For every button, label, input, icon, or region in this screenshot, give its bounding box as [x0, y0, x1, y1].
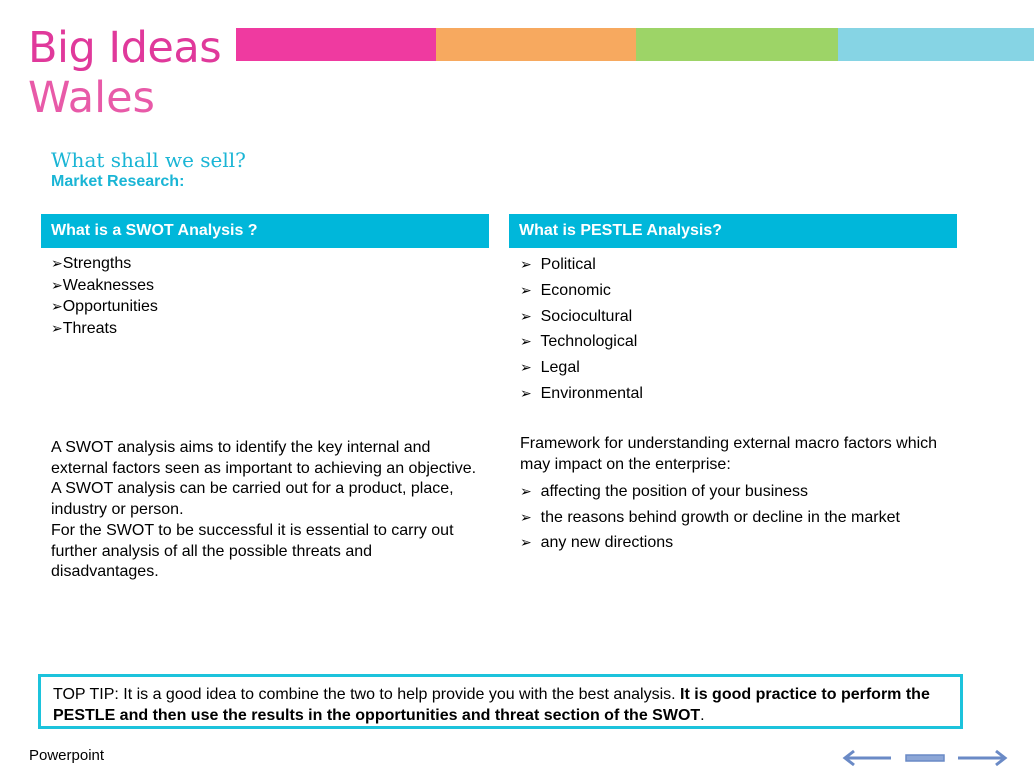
- pestle-intro: Framework for understanding external macro factors which may impact on the enterprise:: [520, 435, 938, 473]
- footer-label: Powerpoint: [29, 747, 105, 764]
- color-stripe-green: [636, 28, 838, 61]
- arrow-bullet-icon: ➢: [520, 307, 532, 324]
- top-tip-box: [38, 674, 963, 729]
- page-subtitle: Market Research:: [51, 173, 185, 190]
- pestle-bullets: [520, 479, 900, 556]
- list-item: ➢ the reasons behind growth or decline in the market: [520, 505, 900, 531]
- arrow-bullet-icon: ➢: [51, 319, 63, 336]
- list-item: ➢Threats: [51, 319, 117, 337]
- swot-header: What is a SWOT Analysis ?: [41, 214, 489, 248]
- pestle-header: What is PESTLE Analysis?: [509, 214, 957, 248]
- list-item: ➢ Legal: [520, 355, 643, 381]
- arrow-bullet-icon: ➢: [51, 255, 63, 271]
- swot-paragraph: For the SWOT to be successful it is essential to carry out further analysis of all the possible threats and disadvantages.: [51, 521, 454, 581]
- arrow-bullet-icon: ➢: [520, 256, 532, 272]
- arrow-bullet-icon: ➢: [520, 359, 532, 376]
- arrow-bullet-icon: ➢: [51, 276, 63, 293]
- list-item: ➢ Technological: [520, 329, 643, 355]
- list-item: ➢Strengths: [51, 255, 132, 272]
- arrow-right-icon[interactable]: [956, 748, 1010, 768]
- pestle-list: [520, 252, 643, 407]
- color-stripe-pink: [236, 28, 436, 61]
- tip-bold-text: It is good practice to perform the PESTLE and then use the results in the opportunities and threat section of the SWOT: [53, 686, 930, 724]
- color-stripe-blue: [838, 28, 1034, 61]
- swot-paragraph: A SWOT analysis aims to identify the key internal and external factors seen as important to achieving an objective.: [51, 439, 477, 477]
- list-item: ➢Weaknesses: [51, 276, 155, 294]
- list-item: ➢ Sociocultural: [520, 304, 643, 330]
- arrow-bullet-icon: ➢: [520, 483, 532, 499]
- arrow-bullet-icon: ➢: [51, 298, 63, 314]
- list-item: ➢ Economic: [520, 278, 643, 304]
- brand-logo-line1: Big Ideas: [28, 23, 222, 73]
- swot-list: [51, 253, 158, 339]
- arrow-left-icon[interactable]: [841, 748, 893, 768]
- swot-description: [51, 438, 481, 583]
- arrow-bullet-icon: ➢: [520, 534, 532, 551]
- brand-logo-line2: Wales: [28, 73, 155, 123]
- home-bar-icon[interactable]: [904, 748, 946, 768]
- list-item: ➢ Environmental: [520, 381, 643, 407]
- list-item: ➢ any new directions: [520, 530, 900, 556]
- list-item: ➢Opportunities: [51, 298, 158, 315]
- arrow-bullet-icon: ➢: [520, 508, 532, 525]
- tip-text: TOP TIP: It is a good idea to combine the two to help provide you with the best analysis.: [53, 686, 681, 703]
- swot-paragraph: A SWOT analysis can be carried out for a product, place, industry or person.: [51, 480, 454, 519]
- arrow-bullet-icon: ➢: [520, 384, 532, 401]
- list-item: ➢ affecting the position of your business: [520, 479, 900, 505]
- arrow-bullet-icon: ➢: [520, 281, 532, 298]
- list-item: ➢ Political: [520, 252, 643, 278]
- tip-end: .: [700, 707, 705, 724]
- arrow-bullet-icon: ➢: [520, 333, 532, 350]
- color-stripe-orange: [436, 28, 636, 61]
- page-title: What shall we sell?: [51, 148, 246, 172]
